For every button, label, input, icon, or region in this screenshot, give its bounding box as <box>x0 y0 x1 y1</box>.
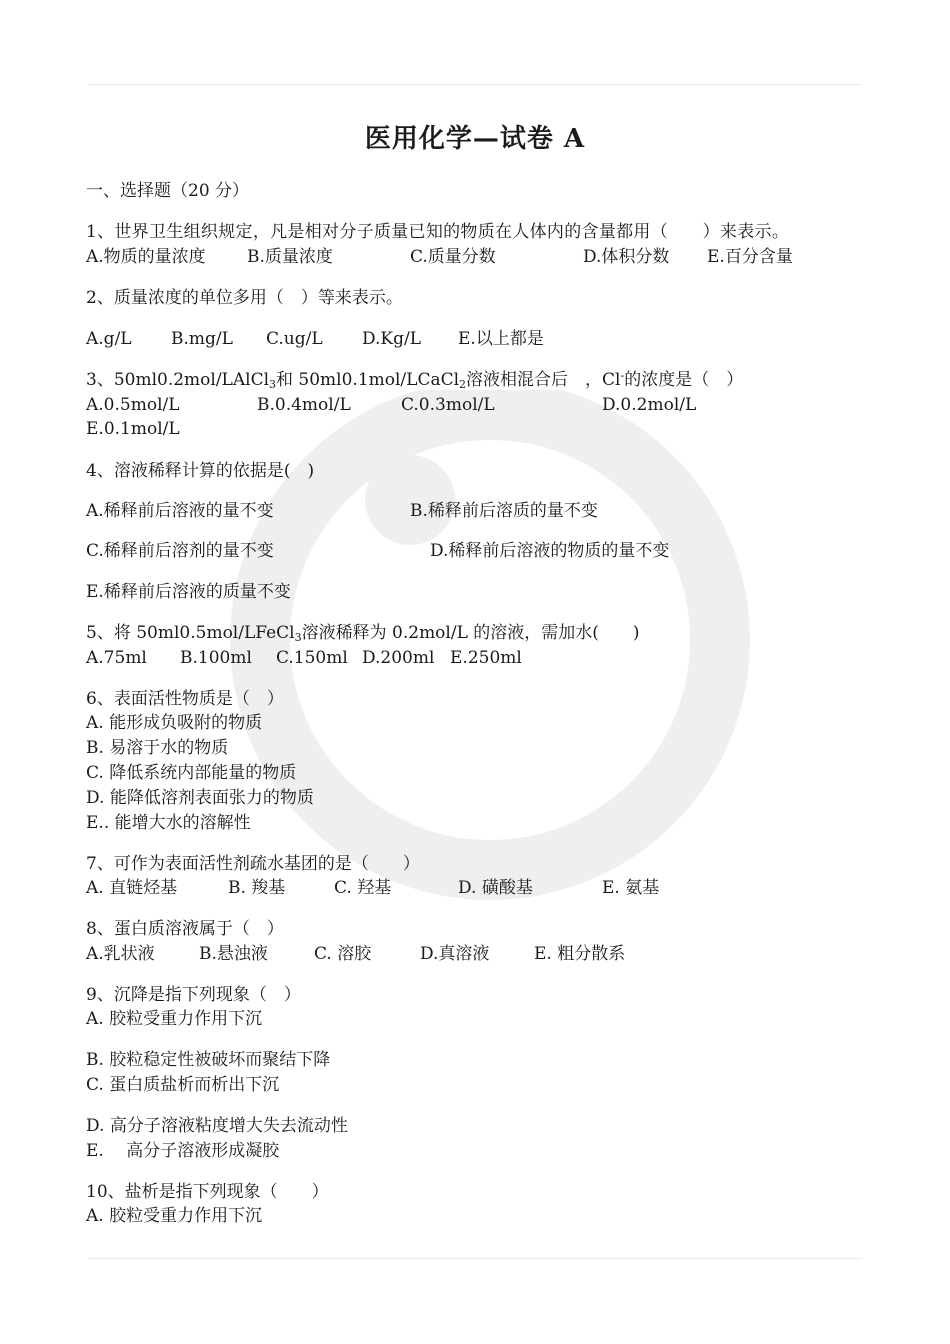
exam-title: 医用化学—试卷 A <box>364 124 586 154</box>
question-3-option-a: A.0.5mol/L <box>86 395 180 415</box>
question-4-option-e: E.稀释前后溶液的质量不变 <box>86 582 291 602</box>
question-9-option-c: C. 蛋白质盐析而析出下沉 <box>86 1075 280 1095</box>
question-7-option-d: D. 磺酸基 <box>458 878 533 898</box>
question-6-option-d: D. 能降低溶剂表面张力的物质 <box>86 788 314 808</box>
question-2-option-e: E.以上都是 <box>458 329 544 349</box>
question-9-option-d: D. 高分子溶液粘度增大失去流动性 <box>86 1116 348 1136</box>
question-2-option-c: C.ug/L <box>266 329 323 349</box>
question-5-option-b: B.100ml <box>180 648 252 668</box>
question-9-option-b: B. 胶粒稳定性被破坏而聚结下降 <box>86 1050 331 1070</box>
question-6-option-b: B. 易溶于水的物质 <box>86 738 229 758</box>
question-2-stem: 2、质量浓度的单位多用（ ）等来表示。 <box>86 288 403 308</box>
question-5-option-e: E.250ml <box>450 648 522 668</box>
question-3-stem: 3、50ml0.2mol/LAlCl$_3$和 50ml0.1mol/LCaCl$_2$溶液相混合后 ，Cl-的浓度是（ ） <box>86 369 744 391</box>
question-8-option-a: A.乳状液 <box>86 944 155 964</box>
question-9-stem: 9、沉降是指下列现象（ ） <box>86 985 301 1005</box>
question-2-option-a: A.g/L <box>86 329 132 349</box>
question-1-option-b: B.质量浓度 <box>247 247 333 267</box>
question-8-stem: 8、蛋白质溶液属于（ ） <box>86 919 284 939</box>
question-7-option-c: C. 羟基 <box>334 878 392 898</box>
question-5-option-c: C.150ml <box>276 648 348 668</box>
question-1-option-a: A.物质的量浓度 <box>86 247 206 267</box>
question-9-option-e: E. 高分子溶液形成凝胶 <box>86 1141 280 1161</box>
question-2-option-d: D.Kg/L <box>362 329 422 349</box>
question-1-option-e: E.百分含量 <box>707 247 793 267</box>
question-7-option-e: E. 氨基 <box>602 878 660 898</box>
section-heading: 一、选择题（20 分） <box>86 181 250 201</box>
question-6-stem: 6、表面活性物质是（ ） <box>86 689 284 709</box>
question-2-option-b: B.mg/L <box>171 329 233 349</box>
question-8-option-b: B.悬浊液 <box>199 944 268 964</box>
question-8-option-c: C. 溶胶 <box>314 944 372 964</box>
question-8-option-d: D.真溶液 <box>420 944 490 964</box>
question-9-option-a: A. 胶粒受重力作用下沉 <box>86 1009 263 1029</box>
question-3-option-c: C.0.3mol/L <box>401 395 495 415</box>
top-divider <box>88 84 862 85</box>
question-4-option-c: C.稀释前后溶剂的量不变 <box>86 541 274 561</box>
question-3-option-d: D.0.2mol/L <box>602 395 697 415</box>
question-5-stem: 5、将 50ml0.5mol/LFeCl$_3$溶液稀释为 0.2mol/L 的溶液，需加水( ) <box>86 623 640 644</box>
question-5-option-a: A.75ml <box>86 648 147 668</box>
question-3-option-e: E.0.1mol/L <box>86 419 180 439</box>
question-5-option-d: D.200ml <box>362 648 435 668</box>
question-4-option-a: A.稀释前后溶液的量不变 <box>86 501 274 521</box>
question-10-option-a: A. 胶粒受重力作用下沉 <box>86 1206 263 1226</box>
question-4-option-b: B.稀释前后溶质的量不变 <box>410 501 598 521</box>
question-4-option-d: D.稀释前后溶液的物质的量不变 <box>430 541 670 561</box>
question-1-stem: 1、世界卫生组织规定，凡是相对分子质量已知的物质在人体内的含量都用（ ）来表示。 <box>86 222 790 242</box>
question-7-option-b: B. 羧基 <box>228 878 286 898</box>
question-4-stem: 4、溶液稀释计算的依据是( ) <box>86 461 315 481</box>
question-8-option-e: E. 粗分散系 <box>534 944 626 964</box>
question-10-stem: 10、盐析是指下列现象（ ） <box>86 1182 329 1202</box>
question-6-option-e: E.. 能增大水的溶解性 <box>86 813 251 833</box>
bottom-divider <box>88 1258 862 1259</box>
question-1-option-d: D.体积分数 <box>583 247 670 267</box>
question-7-stem: 7、可作为表面活性剂疏水基团的是（ ） <box>86 854 420 874</box>
question-6-option-c: C. 降低系统内部能量的物质 <box>86 763 297 783</box>
question-7-option-a: A. 直链烃基 <box>86 878 178 898</box>
question-6-option-a: A. 能形成负吸附的物质 <box>86 713 263 733</box>
question-3-option-b: B.0.4mol/L <box>257 395 351 415</box>
question-1-option-c: C.质量分数 <box>410 247 496 267</box>
